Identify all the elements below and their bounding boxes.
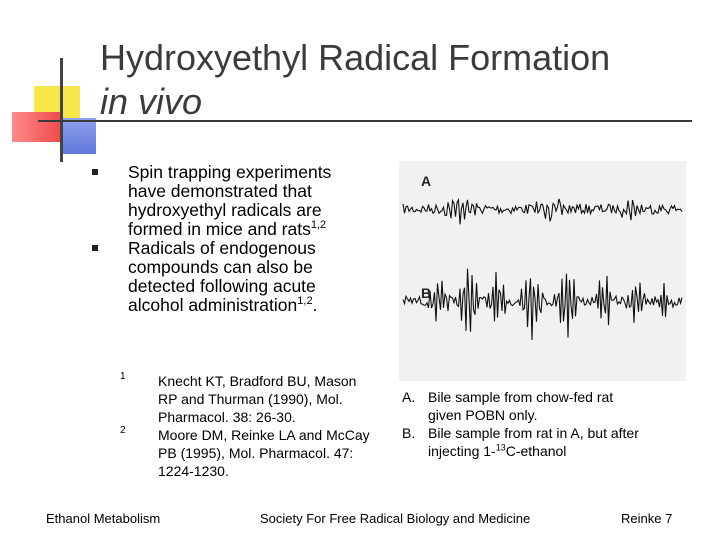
reference-text: Knecht KT, Bradford BU, Mason RP and Thurman (1990), Mol. Pharmacol. 38: 26-30.	[158, 373, 357, 425]
square-bullet-icon	[92, 169, 98, 175]
footer-right: Reinke 7	[621, 511, 673, 526]
caption-label: B.	[402, 425, 416, 441]
reference-number: 1	[120, 371, 126, 382]
reference-number: 2	[120, 425, 126, 436]
decor-blue-block	[62, 118, 96, 154]
slide-title	[100, 36, 610, 124]
reference-text: Moore DM, Reinke LA and McCay PB (1995), Mol. Pharmacol. 47: 1224-1230.	[158, 427, 370, 479]
bullet-item	[92, 239, 392, 315]
epr-spectra-figure	[399, 161, 686, 381]
footer-center: Society For Free Radical Biology and Medicine	[260, 511, 531, 526]
decor-vertical-rule	[60, 58, 63, 162]
spectrum-label-b: B	[421, 285, 432, 301]
reference-item	[120, 372, 420, 426]
square-bullet-icon	[92, 245, 98, 251]
spectrum-trace-a	[403, 199, 682, 225]
spectrum-label-a: A	[421, 173, 432, 189]
caption-item	[402, 424, 702, 460]
title-line-2: in vivo	[100, 81, 203, 122]
bullet-text: Radicals of endogenous compounds can also be detected following acute alcohol administration$^{1,2}$.	[128, 238, 318, 315]
reference-item	[120, 426, 420, 480]
title-line-1: Hydroxyethyl Radical Formation	[100, 37, 611, 78]
caption-label: A.	[402, 389, 416, 405]
caption-item	[402, 388, 702, 424]
bullet-list	[92, 163, 392, 315]
decor-red-block	[12, 112, 60, 142]
footer-left: Ethanol Metabolism	[46, 511, 161, 526]
bullet-item	[92, 163, 392, 239]
figure-caption-list	[402, 388, 702, 460]
bullet-text: Spin trapping experiments have demonstrated that hydroxyethyl radicals are formed in mice and rats$^{1,2}$	[128, 162, 332, 239]
caption-text: Bile sample from rat in A, but after injecting 1-$^{13}$C-ethanol	[428, 425, 639, 459]
caption-text: Bile sample from chow-fed rat given POBN only.	[428, 389, 614, 423]
reference-list	[120, 372, 420, 480]
spectra-plot	[399, 161, 686, 381]
spectrum-trace-b	[403, 269, 682, 340]
